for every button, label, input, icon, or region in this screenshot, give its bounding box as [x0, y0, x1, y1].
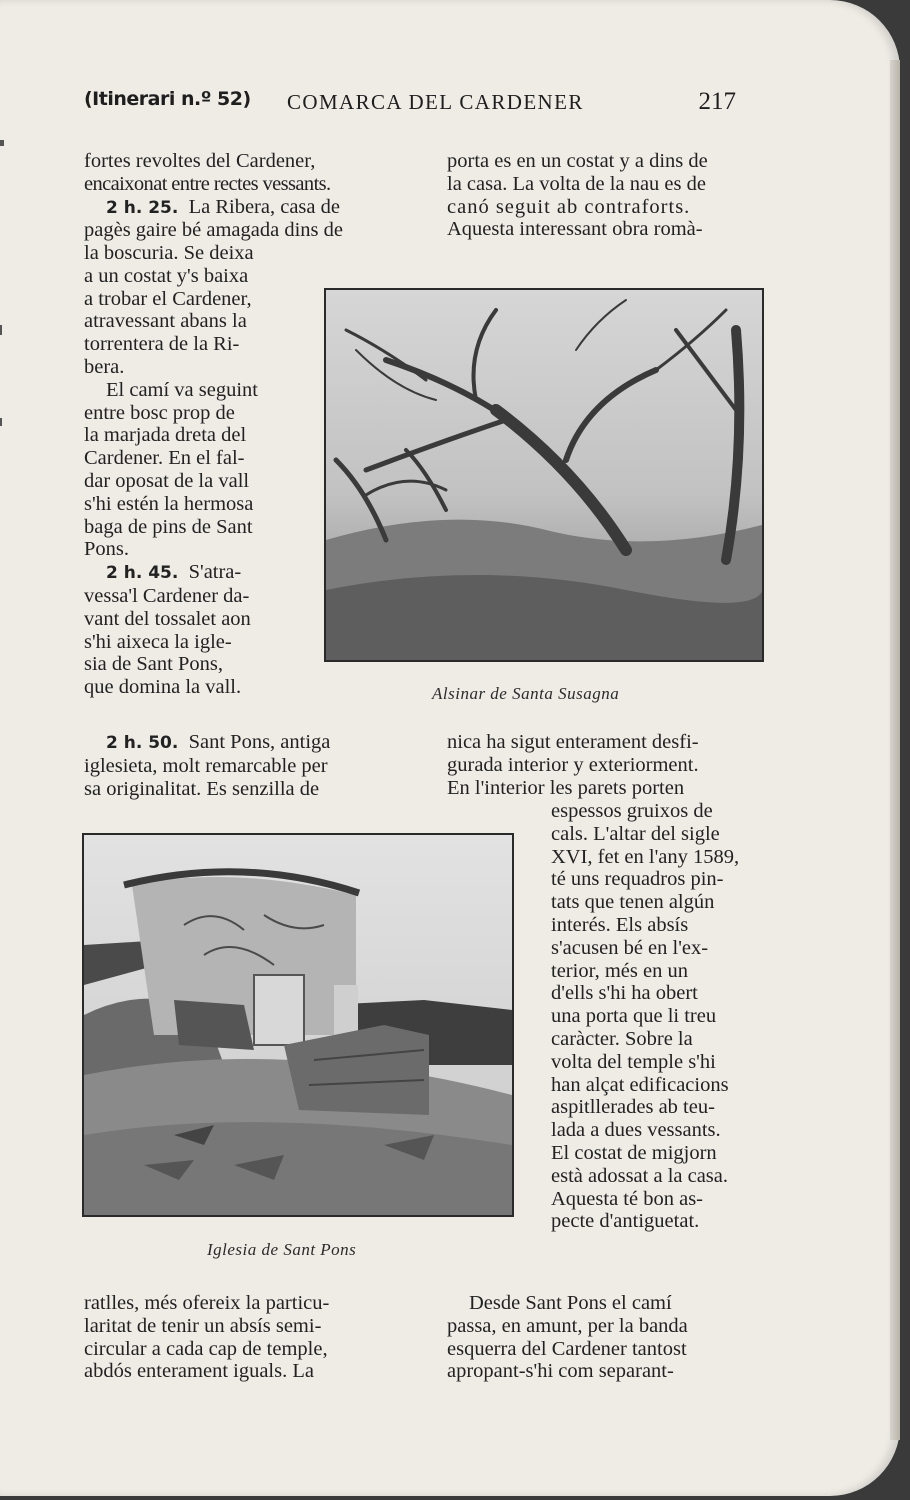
text-line: Pons. [84, 538, 130, 561]
time-mark: 2 h. 50. [106, 733, 179, 753]
tree-photo-illustration [326, 290, 762, 660]
text-line: El camí va seguint [106, 378, 258, 401]
text-line: han alçat edificacions [551, 1073, 729, 1096]
itinerary-label: (Itinerari n.º 52) [84, 88, 251, 110]
text-line: laritat de tenir un absís semi- [84, 1314, 322, 1337]
text-line: interés. Els absís [551, 913, 689, 936]
left-column-narrow [84, 242, 306, 699]
text-line: pecte d'antiguetat. [551, 1210, 700, 1233]
text-line: volta del temple s'hi [551, 1050, 716, 1073]
text-line: d'ells s'hi ha obert [551, 982, 698, 1005]
text-line: iglesieta, molt remarcable per [84, 754, 328, 777]
text-line: canó seguit ab contraforts. [447, 195, 691, 218]
text-line: Aquesta té bon as- [551, 1187, 703, 1210]
text-line: torrentera de la Ri- [84, 333, 240, 356]
text-line: encaixonat entre rectes vessants. [84, 172, 331, 195]
right-column-narrow [551, 800, 771, 1233]
margin-mark [0, 418, 2, 426]
left-column-bottom [84, 1292, 412, 1383]
text-line: a trobar el Cardener, [84, 287, 252, 310]
text-line: s'acusen bé en l'ex- [551, 936, 709, 959]
text-line: sa originalitat. Es senzilla de [84, 777, 320, 800]
text-line: lada a dues vessants. [551, 1119, 721, 1142]
text-line: ratlles, més ofereix la particu- [84, 1292, 330, 1314]
text-line: Desde Sant Pons el camí [469, 1292, 672, 1314]
text-line: s'hi aixeca la igle- [84, 630, 232, 653]
text-line: que domina la vall. [84, 676, 242, 699]
text-line: vessa'l Cardener da- [84, 584, 250, 607]
text-line: s'hi estén la hermosa [84, 492, 254, 515]
text-line: abdós enterament iguals. La [84, 1360, 314, 1383]
text-line: passa, en amunt, per la banda [447, 1314, 688, 1337]
page-header [84, 88, 744, 122]
text-line: caràcter. Sobre la [551, 1027, 693, 1050]
text-line: Aquesta interessant obra romà- [447, 218, 703, 241]
text-line: terior, més en un [551, 959, 688, 982]
page-number: 217 [698, 88, 736, 115]
text-line: Cardener. En el fal- [84, 447, 245, 470]
text-line: 2 h. 45. S'atra- [106, 561, 242, 584]
text-line: tats que tenen algún [551, 891, 715, 914]
text-line: circular a cada cap de temple, [84, 1337, 328, 1360]
text-line: està adossat a la casa. [551, 1164, 729, 1187]
text-line: espessos gruixos de [551, 800, 713, 822]
text-line: bera. [84, 355, 125, 378]
time-mark: 2 h. 25. [106, 197, 179, 218]
text-line: la casa. La volta de la nau es de [447, 172, 706, 195]
church-photo-illustration [84, 835, 512, 1215]
page-edge [890, 60, 900, 1440]
margin-mark [0, 325, 2, 335]
right-column-top [447, 150, 774, 241]
text-line: la marjada dreta del [84, 424, 247, 447]
text-line: nica ha sigut enterament desfi- [447, 731, 699, 753]
text-line: la boscuria. Se deixa [84, 242, 254, 264]
margin-mark [0, 140, 4, 146]
text-line: gurada interior y exteriorment. [447, 753, 699, 776]
photo-alsinar [324, 288, 764, 662]
text-line: a un costat y's baixa [84, 264, 249, 287]
text-line: esquerra del Cardener tantost [447, 1337, 687, 1360]
text-line: aspitllerades ab teu- [551, 1096, 715, 1119]
text-line: entre bosc prop de [84, 401, 235, 424]
text-line: dar oposat de la vall [84, 469, 250, 492]
text-line: vant del tossalet aon [84, 607, 251, 630]
text-line: apropant-s'hi com separant- [447, 1360, 674, 1383]
running-title: COMARCA DEL CARDENER [287, 90, 584, 114]
text-line: atravessant abans la [84, 310, 247, 333]
left-column-top [84, 150, 412, 242]
photo-caption: Iglesia de Sant Pons [207, 1240, 357, 1259]
text-line: XVI, fet en l'any 1589, [551, 845, 740, 868]
text-line: cals. L'altar del sigle [551, 822, 720, 845]
text-line: sia de Sant Pons, [84, 653, 223, 676]
text-line: pagès gaire bé amagada dins de [84, 219, 343, 242]
photo-iglesia [82, 833, 514, 1217]
text-line: El costat de migjorn [551, 1141, 717, 1164]
text-line: una porta que li treu [551, 1005, 717, 1028]
text-line: En l'interior les parets porten [447, 776, 685, 799]
time-mark: 2 h. 45. [106, 563, 179, 584]
text-line: baga de pins de Sant [84, 515, 253, 538]
right-column-bottom [447, 1292, 774, 1383]
right-column-mid [447, 731, 774, 799]
text-line: té uns requadros pin- [551, 868, 724, 891]
text-line: 2 h. 25. La Ribera, casa de [106, 195, 340, 218]
photo-caption: Alsinar de Santa Susagna [432, 684, 620, 703]
left-column-mid [84, 731, 412, 800]
text-line: 2 h. 50. Sant Pons, antiga [106, 731, 331, 753]
text-line: fortes revoltes del Cardener, [84, 150, 316, 172]
text-line: porta es en un costat y a dins de [447, 150, 708, 172]
